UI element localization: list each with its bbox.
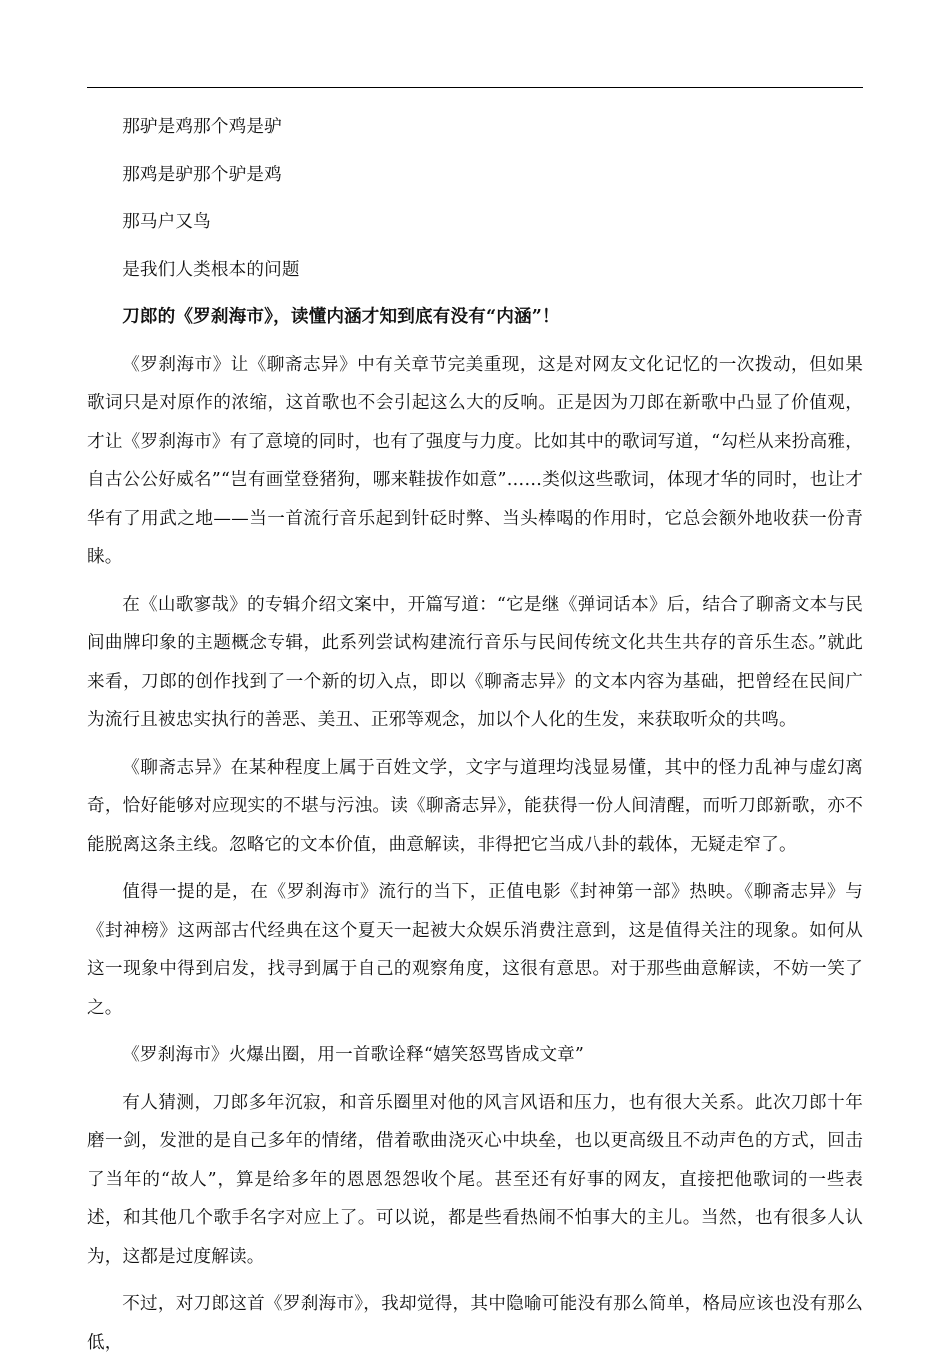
subheading: 《罗刹海市》火爆出圈，用一首歌诠释“嬉笑怒骂皆成文章” bbox=[122, 1045, 585, 1065]
lyric-line: 是我们人类根本的问题 bbox=[122, 259, 300, 280]
section-heading: 刀郎的《罗刹海市》，读懂内涵才知到底有没有“内涵”！ bbox=[122, 306, 560, 327]
paragraph: 值得一提的是，在《罗刹海市》流行的当下，正值电影《封神第一部》热映。《聊斋志异》与《封神榜》这两部古代经典在这个夏天一起被大众娱乐消费注意到，这是值得关注的现象。如何从这一现象中得到启发，找寻到属于自己的观察角度，这很有意思。对于那些曲意解读，不妨一笑了之。 bbox=[87, 882, 863, 1018]
document-body bbox=[87, 108, 863, 1371]
paragraph: 有人猜测，刀郎多年沉寂，和音乐圈里对他的风言风语和压力，也有很大关系。此次刀郎十年磨一剑，发泄的是自己多年的情绪，借着歌曲浇灭心中块垒，也以更高级且不动声色的方式，回击了当年的“故人”，算是给多年的恩恩怨怨收个尾。甚至还有好事的网友，直接把他歌词的一些表述，和其他几个歌手名字对应上了。可以说，都是些看热闹不怕事大的主儿。当然，也有很多人认为，这都是过度解读。 bbox=[87, 1092, 863, 1267]
lyric-line: 那鸡是驴那个驴是鸡 bbox=[122, 164, 282, 185]
lyric-line: 那马户又鸟 bbox=[122, 212, 211, 232]
header-rule bbox=[87, 87, 863, 88]
paragraph: 《罗刹海市》让《聊斋志异》中有关章节完美重现，这是对网友文化记忆的一次拨动，但如果歌词只是对原作的浓缩，这首歌也不会引起这么大的反响。正是因为刀郎在新歌中凸显了价值观，才让《罗刹海市》有了意境的同时，也有了强度与力度。比如其中的歌词写道，“勾栏从来扮高雅，自古公公好威名”“岂有画堂登猪狗，哪来鞋拔作如意”……类似这些歌词，体现才华的同时，也让才华有了用武之地——当一首流行音乐起到针砭时弊、当头棒喝的作用时，它总会额外地收获一份青睐。 bbox=[87, 354, 863, 567]
paragraph: 不过，对刀郎这首《罗刹海市》，我却觉得，其中隐喻可能没有那么简单，格局应该也没有那么低， bbox=[87, 1294, 863, 1353]
lyric-line: 那驴是鸡那个鸡是驴 bbox=[122, 117, 282, 137]
paragraph: 《聊斋志异》在某种程度上属于百姓文学，文字与道理均浅显易懂，其中的怪力乱神与虚幻离奇，恰好能够对应现实的不堪与污浊。读《聊斋志异》，能获得一份人间清醒，而听刀郎新歌，亦不能脱离这条主线。忽略它的文本价值，曲意解读，非得把它当成八卦的载体，无疑走窄了。 bbox=[87, 757, 863, 855]
paragraph: 在《山歌寥哉》的专辑介绍文案中，开篇写道：“它是继《弹词话本》后，结合了聊斋文本与民间曲牌印象的主题概念专辑，此系列尝试构建流行音乐与民间传统文化共生共存的音乐生态。”就此来看，刀郎的创作找到了一个新的切入点，即以《聊斋志异》的文本内容为基础，把曾经在民间广为流行且被忠实执行的善恶、美丑、正邪等观念，加以个人化的生发，来获取听众的共鸣。 bbox=[87, 594, 863, 730]
